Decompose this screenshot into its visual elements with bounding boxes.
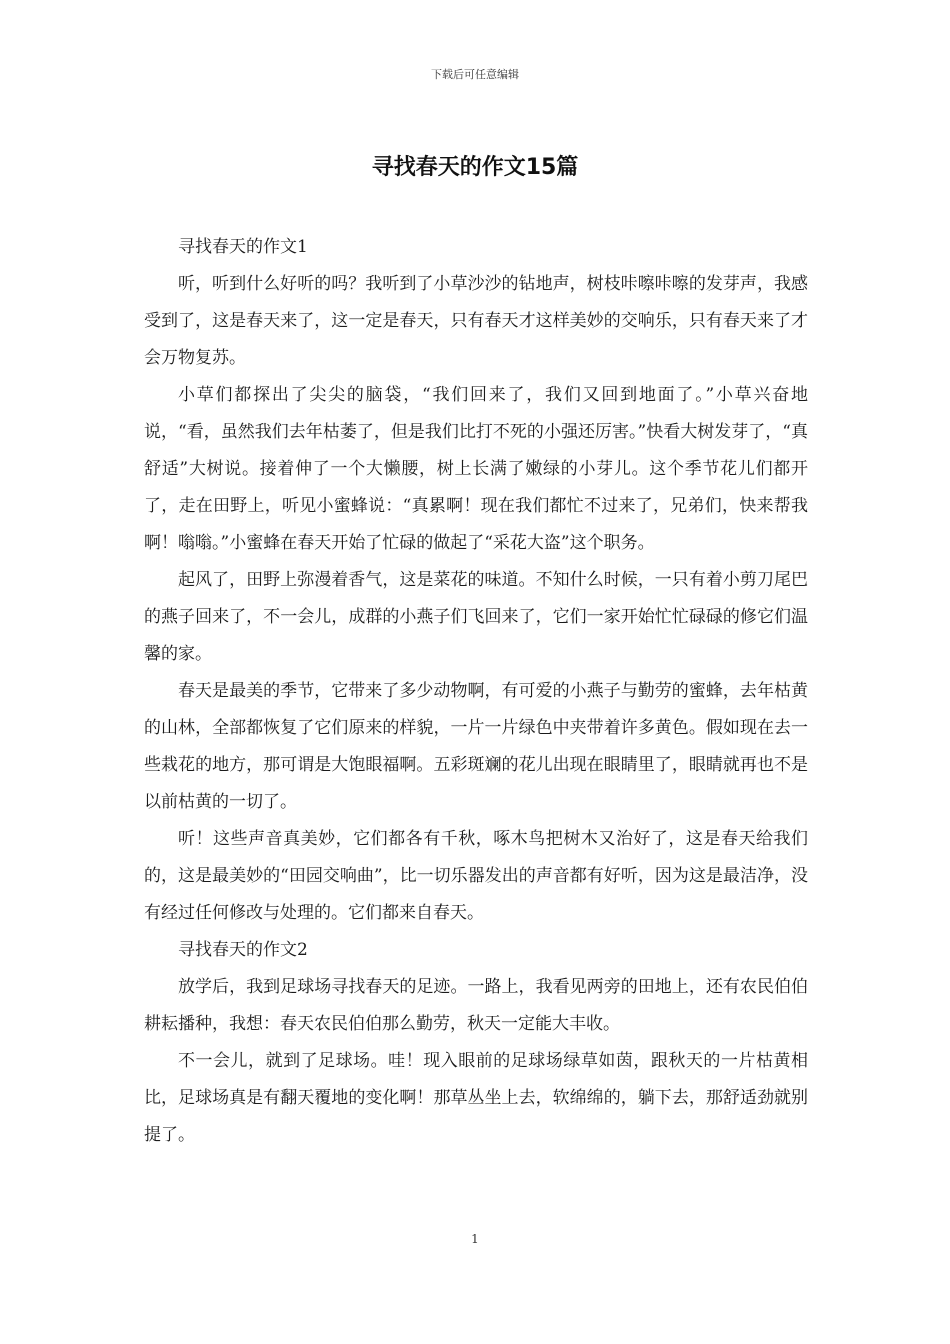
paragraph: 听！这些声音真美妙，它们都各有千秋，啄木鸟把树木又治好了，这是春天给我们的，这是最美妙的“田园交响曲”，比一切乐器发出的声音都有好听，因为这是最洁净，没有经过任何修改与处理的。它们都来自春天。 — [144, 829, 808, 923]
paragraph: 起风了，田野上弥漫着香气，这是菜花的味道。不知什么时候，一只有着小剪刀尾巴的燕子回来了，不一会儿，成群的小燕子们飞回来了，它们一家开始忙忙碌碌的修它们温馨的家。 — [144, 570, 808, 664]
page-number: 1 — [471, 1232, 479, 1246]
paragraph: 春天是最美的季节，它带来了多少动物啊，有可爱的小燕子与勤劳的蜜蜂，去年枯黄的山林，全部都恢复了它们原来的样貌，一片一片绿色中夹带着许多黄色。假如现在去一些栽花的地方，那可谓是大饱眼福啊。五彩斑斓的花儿出现在眼睛里了，眼睛就再也不是以前枯黄的一切了。 — [144, 681, 808, 812]
paragraph: 小草们都探出了尖尖的脑袋，“我们回来了，我们又回到地面了。”小草兴奋地说，“看，虽然我们去年枯萎了，但是我们比打不死的小强还厉害。”快看大树发芽了，“真舒适”大树说。接着伸了一个大懒腰，树上长满了嫩绿的小芽儿。这个季节花儿们都开了，走在田野上，听见小蜜蜂说：“真累啊！现在我们都忙不过来了，兄弟们，快来帮我啊！嗡嗡。”小蜜蜂在春天开始了忙碌的做起了“采花大盗”这个职务。 — [144, 385, 808, 553]
paragraph: 不一会儿，就到了足球场。哇！现入眼前的足球场绿草如茵，跟秋天的一片枯黄相比，足球场真是有翻天覆地的变化啊！那草丛坐上去，软绵绵的，躺下去，那舒适劲就别提了。 — [144, 1051, 808, 1145]
section-heading-2: 寻找春天的作文2 — [178, 940, 308, 960]
section-heading-1: 寻找春天的作文1 — [178, 237, 308, 257]
page-title: 寻找春天的作文15篇 — [371, 155, 579, 180]
paragraph: 听，听到什么好听的吗？我听到了小草沙沙的钻地声，树枝咔嚓咔嚓的发芽声，我感受到了，这是春天来了，这一定是春天，只有春天才这样美妙的交响乐，只有春天来了才会万物复苏。 — [144, 274, 808, 368]
paragraph: 放学后，我到足球场寻找春天的足迹。一路上，我看见两旁的田地上，还有农民伯伯耕耘播种，我想：春天农民伯伯那么勤劳，秋天一定能大丰收。 — [144, 977, 808, 1034]
article-body — [144, 229, 808, 1154]
header-note: 下载后可任意编辑 — [431, 68, 519, 81]
